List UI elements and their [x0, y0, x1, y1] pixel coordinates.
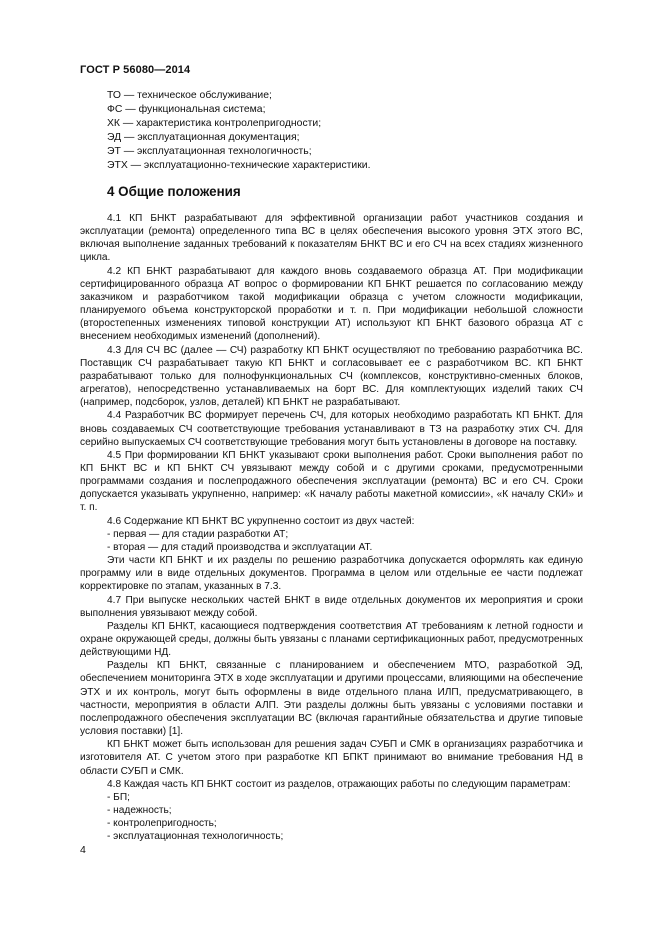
list-item: - эксплуатационная технологичность;: [107, 831, 284, 843]
paragraph: 4.5 При формировании КП БНКТ указывают сроки выполнения работ. Сроки выполнения работ по КП БНКТ ВС и КП БНКТ СЧ увязывают между собой и с другими сроками, предусмотренными программами создания и послепродажного обеспечения эксплуатации (ремонта) ВС и его СЧ. Сроки допускается указывать укрупненно, например: «К началу работы макетной комиссии», «К началу СКИ» и т. п.: [80, 449, 583, 514]
paragraph: Разделы КП БНКТ, связанные с планированием и обеспечением МТО, разработкой ЭД, обеспечением мониторинга ЭТХ в ходе эксплуатации и другими процессами, влияющими на обеспечение ЭТХ и их контроль, могут быть оформлены в виде отдельного плана ИЛП, предусматривающего, в частности, мероприятия в области АЛП. Эти разделы должны быть увязаны с условиями поставки и послепродажного обеспечения эксплуатации ВС (включая гарантийные обязательства и другие типовые условия поставки) [1].: [80, 660, 583, 738]
paragraph: Разделы КП БНКТ, касающиеся подтверждения соответствия АТ требованиям к летной годности и охране окружающей среды, должны быть увязаны с планами сертификационных работ, предусмотренных действующими НД.: [80, 620, 583, 659]
list-item: - вторая — для стадий производства и эксплуатации АТ.: [107, 541, 373, 553]
paragraph: 4.1 КП БНКТ разрабатывают для эффективной организации работ участников создания и эксплуатации (ремонта) определенного типа ВС в целях обеспечения высокого уровня ЭТХ этого ВС, включая выполнение заданных требований к показателям БНКТ ВС и его СЧ на всех стадиях жизненного цикла.: [80, 213, 583, 264]
paragraph: 4.7 При выпуске нескольких частей БНКТ в виде отдельных документов их мероприятия и сроки выполнения увязывают между собой.: [80, 594, 583, 619]
paragraph: КП БНКТ может быть использован для решения задач СУБП и СМК в организациях разработчика и изготовителя АТ. С учетом этого при разработке КП БПКТ принимают во внимание требования НД в области СУБП и СМК.: [80, 739, 583, 777]
section-title: 4 Общие положения: [107, 184, 241, 199]
abbreviation-item: ФС — функциональная система;: [107, 104, 266, 116]
paragraph: 4.3 Для СЧ ВС (далее — СЧ) разработку КП БНКТ осуществляют по требованию разработчика ВС. Поставщик СЧ разрабатывает такую КП БНКТ и согласовывает ее с разработчиком ВС. КП БНКТ разрабатывают только для полнофункциональных СЧ (комплексов, конструктивно-сменных блоков, агрегатов), непосредственно устанавливаемых на борт ВС. Для комплектующих изделий таких СЧ (например, подсборок, узлов, деталей) КП БНКТ не разрабатывают.: [80, 344, 583, 409]
page-number: 4: [80, 844, 86, 856]
abbreviation-item: ЭТХ — эксплуатационно-технические характеристики.: [107, 160, 371, 172]
paragraph: Эти части КП БНКТ и их разделы по решению разработчика допускается оформлять как единую программу или в виде отдельных документов. Программа в целом или отдельные ее части подлежат корректировке по этапам, указанных в 7.3.: [80, 555, 583, 593]
paragraph: 4.8 Каждая часть КП БНКТ состоит из разделов, отражающих работы по следующим параметрам:: [107, 778, 571, 790]
document-header: ГОСТ Р 56080—2014: [80, 64, 191, 76]
abbreviation-item: ТО — техническое обслуживание;: [107, 90, 272, 101]
paragraph: 4.2 КП БНКТ разрабатывают для каждого вновь создаваемого образца АТ. При модификации сертифицированного образца АТ вопрос о формировании КП БНКТ решается по согласованию между заказчиком и разработчиком такой модификации образца с учетом сложности модификации, планируемого объема конструкторской проработки и т. п. При модификации небольшой сложности (второстепенных изменениях типовой конструкции АТ) используют КП БНКТ базового образца АТ с внесением необходимых изменений (дополнений).: [80, 265, 583, 343]
paragraph: 4.4 Разработчик ВС формирует перечень СЧ, для которых необходимо разработать КП БНКТ. Для вновь создаваемых СЧ соответствующие требования устанавливают в ТЗ на разработку этих СЧ. Для серийно выпускаемых СЧ соответствующие требования могут быть установлены в договоре на поставку.: [80, 410, 583, 448]
list-item: - контролепригодность;: [107, 818, 217, 830]
list-item: - надежность;: [107, 805, 172, 817]
list-item: - первая — для стадии разработки АТ;: [107, 528, 289, 540]
section-body: [80, 212, 583, 844]
abbreviation-item: ЭТ — эксплуатационная технологичность;: [107, 146, 312, 158]
paragraph: 4.6 Содержание КП БНКТ ВС укрупненно состоит из двух частей:: [107, 515, 415, 527]
abbreviation-item: ЭД — эксплуатационная документация;: [107, 132, 300, 144]
list-item: - БП;: [107, 791, 130, 803]
abbreviation-item: ХК — характеристика контролепригодности;: [107, 118, 322, 130]
abbreviation-list: [107, 89, 370, 174]
